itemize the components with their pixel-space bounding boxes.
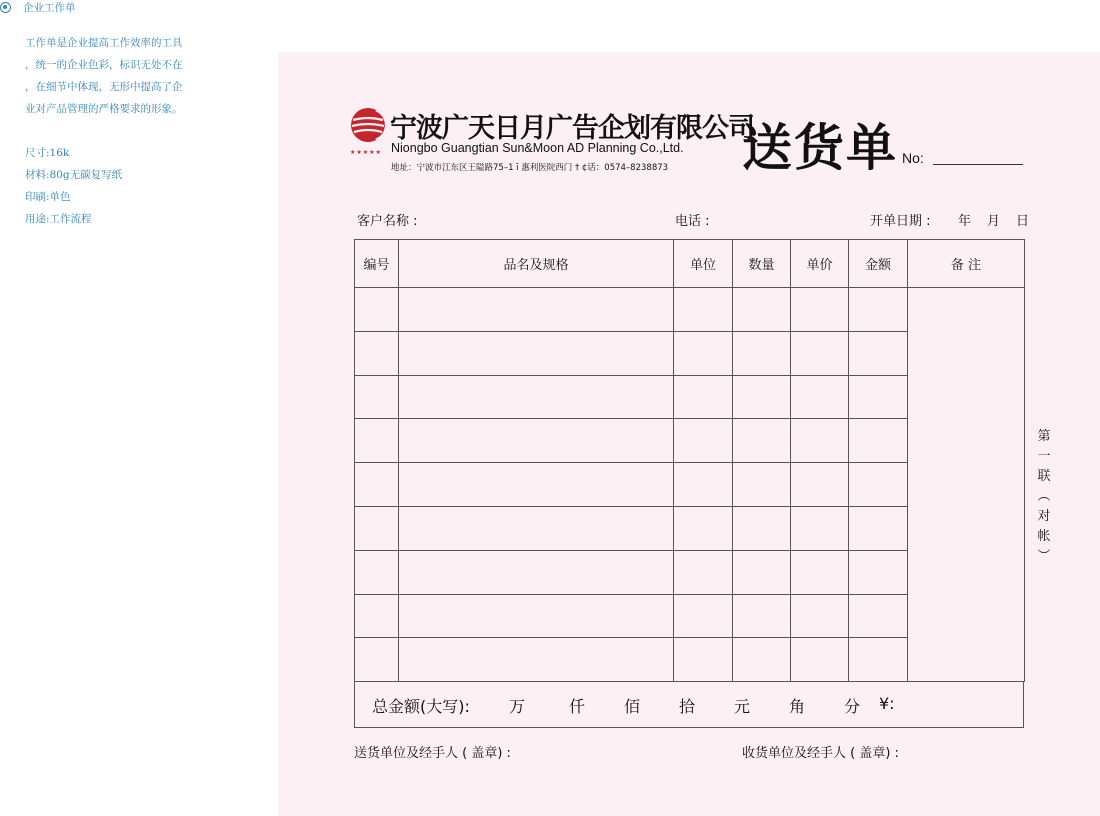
- number-label: No:: [902, 150, 924, 166]
- cell-unit[interactable]: [674, 594, 733, 638]
- desc-line: ，统一的企业色彩，标识无处不在: [25, 59, 183, 71]
- cell-price[interactable]: [791, 594, 849, 638]
- phone-label: 电话 :: [675, 214, 710, 229]
- col-header-unit: 单位: [674, 240, 733, 288]
- cell-remarks[interactable]: [908, 288, 1025, 682]
- cell-price[interactable]: [791, 288, 849, 332]
- total-yuan-sign: ¥:: [879, 694, 895, 713]
- cell-quantity[interactable]: [733, 594, 791, 638]
- logo-stars: ★★★★★: [350, 149, 382, 156]
- cell-number[interactable]: [355, 331, 399, 375]
- copy-label-char: ︶: [1037, 549, 1051, 564]
- spec-printing: 印刷:单色: [25, 191, 71, 203]
- cell-quantity[interactable]: [733, 419, 791, 463]
- cell-item[interactable]: [399, 506, 674, 550]
- cell-price[interactable]: [791, 638, 849, 682]
- cell-quantity[interactable]: [733, 331, 791, 375]
- copy-label-char: 联: [1037, 469, 1051, 484]
- spec-usage: 用途:工作流程: [25, 213, 92, 225]
- cell-item[interactable]: [399, 463, 674, 507]
- spec-material: 材料:80g无碳复写纸: [25, 169, 123, 181]
- spec-list: [25, 142, 122, 230]
- cell-price[interactable]: [791, 331, 849, 375]
- cell-unit[interactable]: [674, 638, 733, 682]
- col-header-quantity: 数量: [733, 240, 791, 288]
- cell-quantity[interactable]: [733, 463, 791, 507]
- company-logo-icon: [350, 107, 386, 143]
- company-name-en: Niongbo Guangtian Sun&Moon AD Planning Co.,Ltd.: [391, 141, 684, 155]
- cell-number[interactable]: [355, 638, 399, 682]
- customer-name-label: 客户名称 :: [357, 214, 418, 229]
- col-header-number: 编号: [355, 240, 399, 288]
- cell-quantity[interactable]: [733, 550, 791, 594]
- total-unit-wan: 万: [509, 697, 526, 716]
- col-header-item: 品名及规格: [399, 240, 674, 288]
- receiver-signature-label: 收货单位及经手人 ( 盖章) :: [742, 746, 899, 761]
- cell-price[interactable]: [791, 506, 849, 550]
- date-label: 开单日期 :: [870, 214, 931, 229]
- cell-number[interactable]: [355, 375, 399, 419]
- document-title: 送货单: [742, 119, 898, 177]
- cell-unit[interactable]: [674, 463, 733, 507]
- copy-label-char: 帐: [1037, 529, 1051, 544]
- cell-amount[interactable]: [849, 463, 908, 507]
- cell-unit[interactable]: [674, 375, 733, 419]
- copy-label: [1035, 427, 1053, 567]
- cell-unit[interactable]: [674, 331, 733, 375]
- items-table: [354, 239, 1025, 682]
- company-address: 地址：宁波市江东区王隘路75–1 ī 惠利医院西门 † ¢话：0574–8238873: [391, 163, 669, 173]
- desc-line: 工作单是企业提高工作效率的工具: [25, 37, 183, 49]
- sender-signature-label: 送货单位及经手人 ( 盖章) :: [354, 746, 511, 761]
- cell-number[interactable]: [355, 463, 399, 507]
- cell-unit[interactable]: [674, 288, 733, 332]
- side-title-text: 企业工作单: [23, 2, 76, 14]
- table-header-row: [355, 240, 1025, 288]
- copy-label-char: ︵: [1037, 489, 1051, 504]
- cell-item[interactable]: [399, 550, 674, 594]
- spec-size: 尺寸:16k: [25, 147, 70, 159]
- col-header-remarks: 备 注: [908, 240, 1025, 288]
- cell-amount[interactable]: [849, 506, 908, 550]
- copy-label-char: 第: [1037, 429, 1051, 444]
- copy-label-char: 对: [1037, 509, 1051, 524]
- desc-line: 业对产品管理的严格要求的形象。: [25, 103, 183, 115]
- company-name-cn: 宁波广天日月广告企划有限公司: [390, 113, 754, 144]
- total-label: 总金额(大写):: [372, 697, 470, 716]
- cell-unit[interactable]: [674, 550, 733, 594]
- cell-item[interactable]: [399, 375, 674, 419]
- total-unit-shi: 拾: [679, 697, 696, 716]
- cell-quantity[interactable]: [733, 288, 791, 332]
- cell-quantity[interactable]: [733, 638, 791, 682]
- cell-item[interactable]: [399, 638, 674, 682]
- cell-price[interactable]: [791, 419, 849, 463]
- cell-item[interactable]: [399, 331, 674, 375]
- cell-amount[interactable]: [849, 288, 908, 332]
- total-unit-jiao: 角: [789, 697, 806, 716]
- cell-quantity[interactable]: [733, 375, 791, 419]
- col-header-amount: 金额: [849, 240, 908, 288]
- table-body: [355, 288, 1025, 682]
- cell-item[interactable]: [399, 288, 674, 332]
- cell-item[interactable]: [399, 594, 674, 638]
- cell-item[interactable]: [399, 419, 674, 463]
- total-unit-qian: 仟: [569, 697, 586, 716]
- cell-amount[interactable]: [849, 638, 908, 682]
- total-unit-fen: 分: [844, 697, 861, 716]
- cell-quantity[interactable]: [733, 506, 791, 550]
- cell-number[interactable]: [355, 506, 399, 550]
- cell-number[interactable]: [355, 288, 399, 332]
- total-unit-bai: 佰: [624, 697, 641, 716]
- cell-amount[interactable]: [849, 375, 908, 419]
- total-unit-yuan: 元: [734, 697, 751, 716]
- desc-line: ，在细节中体现，无形中提高了企: [25, 81, 183, 93]
- copy-label-char: 一: [1037, 449, 1051, 464]
- cell-price[interactable]: [791, 550, 849, 594]
- cell-number[interactable]: [355, 550, 399, 594]
- cell-amount[interactable]: [849, 594, 908, 638]
- date-day-unit: 日: [1016, 214, 1030, 229]
- cell-price[interactable]: [791, 463, 849, 507]
- side-description: [25, 32, 190, 120]
- cell-number[interactable]: [355, 594, 399, 638]
- cell-amount[interactable]: [849, 331, 908, 375]
- side-title[interactable]: [0, 0, 76, 15]
- cell-amount[interactable]: [849, 419, 908, 463]
- cell-price[interactable]: [791, 375, 849, 419]
- col-header-price: 单价: [791, 240, 849, 288]
- cell-number[interactable]: [355, 419, 399, 463]
- cell-unit[interactable]: [674, 419, 733, 463]
- total-amount-row: [354, 681, 1024, 728]
- number-field[interactable]: [933, 164, 1023, 165]
- cell-unit[interactable]: [674, 506, 733, 550]
- date-month-unit: 月: [987, 214, 1001, 229]
- cell-amount[interactable]: [849, 550, 908, 594]
- date-year-unit: 年: [958, 214, 972, 229]
- table-row: [355, 288, 1025, 332]
- radio-selected-icon[interactable]: [0, 2, 11, 13]
